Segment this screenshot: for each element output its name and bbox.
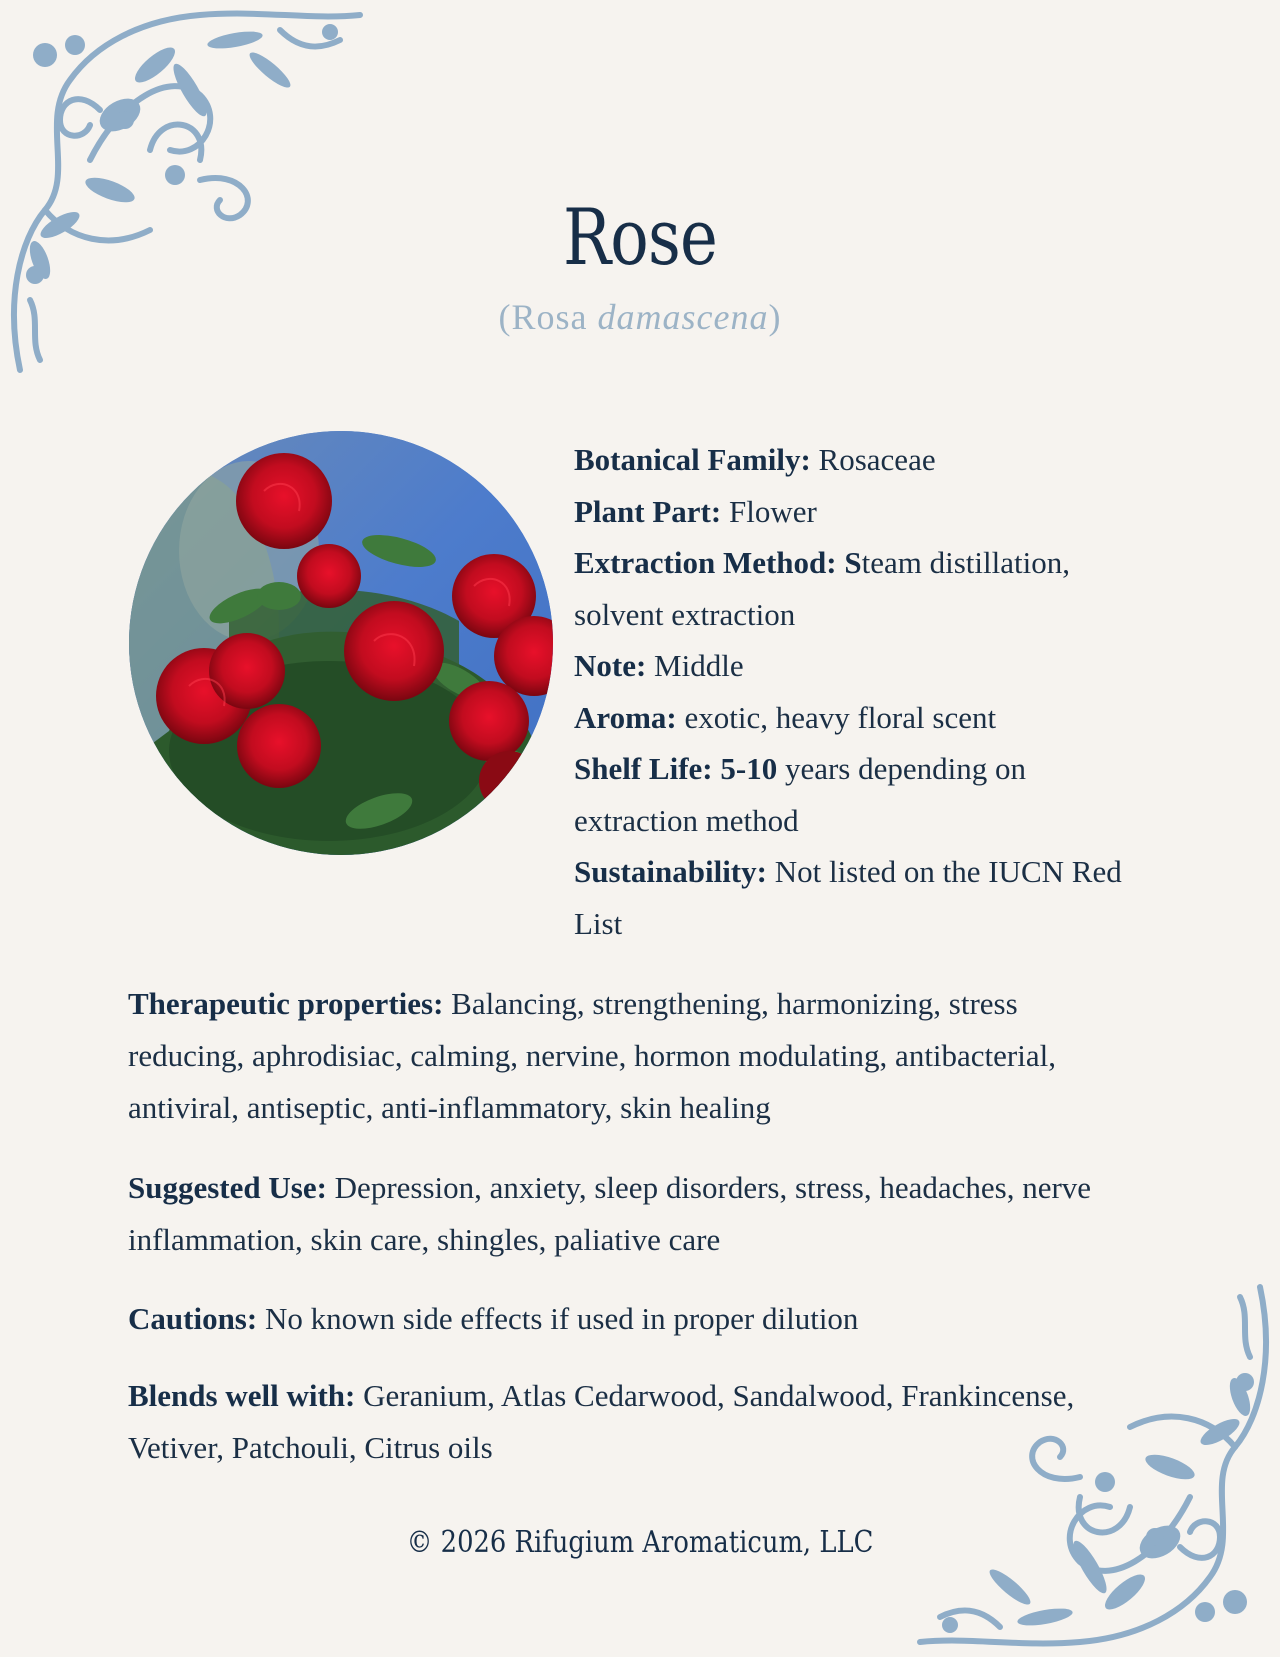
fact-label: Extraction Method: S — [574, 545, 862, 580]
fact-botanical-family — [574, 434, 1134, 486]
page-title: Rose — [562, 193, 718, 283]
fact-aroma — [574, 692, 1134, 744]
blends-well-with — [128, 1370, 1138, 1474]
fact-value: Flower — [728, 493, 817, 529]
fact-label: Plant Part: — [574, 493, 722, 529]
copyright-footer: © 2026 Rifugium Aromaticum, LLC — [406, 1525, 874, 1560]
fact-sustainability — [574, 846, 1134, 949]
rose-photo — [129, 431, 553, 855]
botanical-genus: Rosa — [511, 297, 588, 337]
fact-value: exotic, heavy floral scent — [684, 699, 997, 735]
fact-note — [574, 640, 1134, 692]
fact-label: Note: — [574, 648, 647, 683]
fact-shelf-life — [574, 743, 1134, 846]
section-label: Therapeutic properties: — [128, 986, 444, 1021]
fact-value: years depending on extraction method — [574, 751, 1026, 838]
section-value: Geranium, Atlas Cedarwood, Sandalwood, Frankincense, Vetiver, Patchouli, Citrus oils — [128, 1378, 1075, 1465]
fact-label: Shelf Life: 5-10 — [574, 751, 778, 786]
section-label: Blends well with: — [128, 1378, 356, 1413]
section-label: Cautions: — [128, 1301, 258, 1336]
section-label: Suggested Use: — [128, 1170, 327, 1205]
fact-value: Rosaceae — [818, 442, 936, 477]
botanical-name — [0, 292, 1280, 342]
fact-value: team distillation, solvent extraction — [574, 545, 1070, 632]
cautions — [128, 1293, 1138, 1345]
fact-plant-part — [574, 486, 1134, 538]
section-value: Balancing, strengthening, harmonizing, stress reducing, aphrodisiac, calming, nervine, hormon modulating, antibacterial, antiviral, antiseptic, anti-inflammatory, skin healing — [128, 986, 1056, 1125]
suggested-use — [128, 1162, 1138, 1266]
fact-value: Not listed on the IUCN Red List — [574, 854, 1122, 941]
fact-label: Aroma: — [574, 699, 677, 735]
fact-label: Sustainability: — [574, 854, 767, 889]
fact-label: Botanical Family: — [574, 442, 811, 477]
botanical-species: damascena — [597, 297, 769, 337]
botanical-name-open: ( — [498, 297, 512, 337]
fact-value: Middle — [654, 648, 744, 683]
therapeutic-properties — [128, 978, 1138, 1134]
section-value: Depression, anxiety, sleep disorders, stress, headaches, nerve inflammation, skin care, shingles, paliative care — [128, 1170, 1092, 1257]
section-value: No known side effects if used in proper dilution — [264, 1301, 859, 1336]
fact-extraction-method — [574, 537, 1134, 640]
botanical-name-close: ) — [768, 297, 782, 337]
plant-facts-list — [574, 434, 1134, 949]
